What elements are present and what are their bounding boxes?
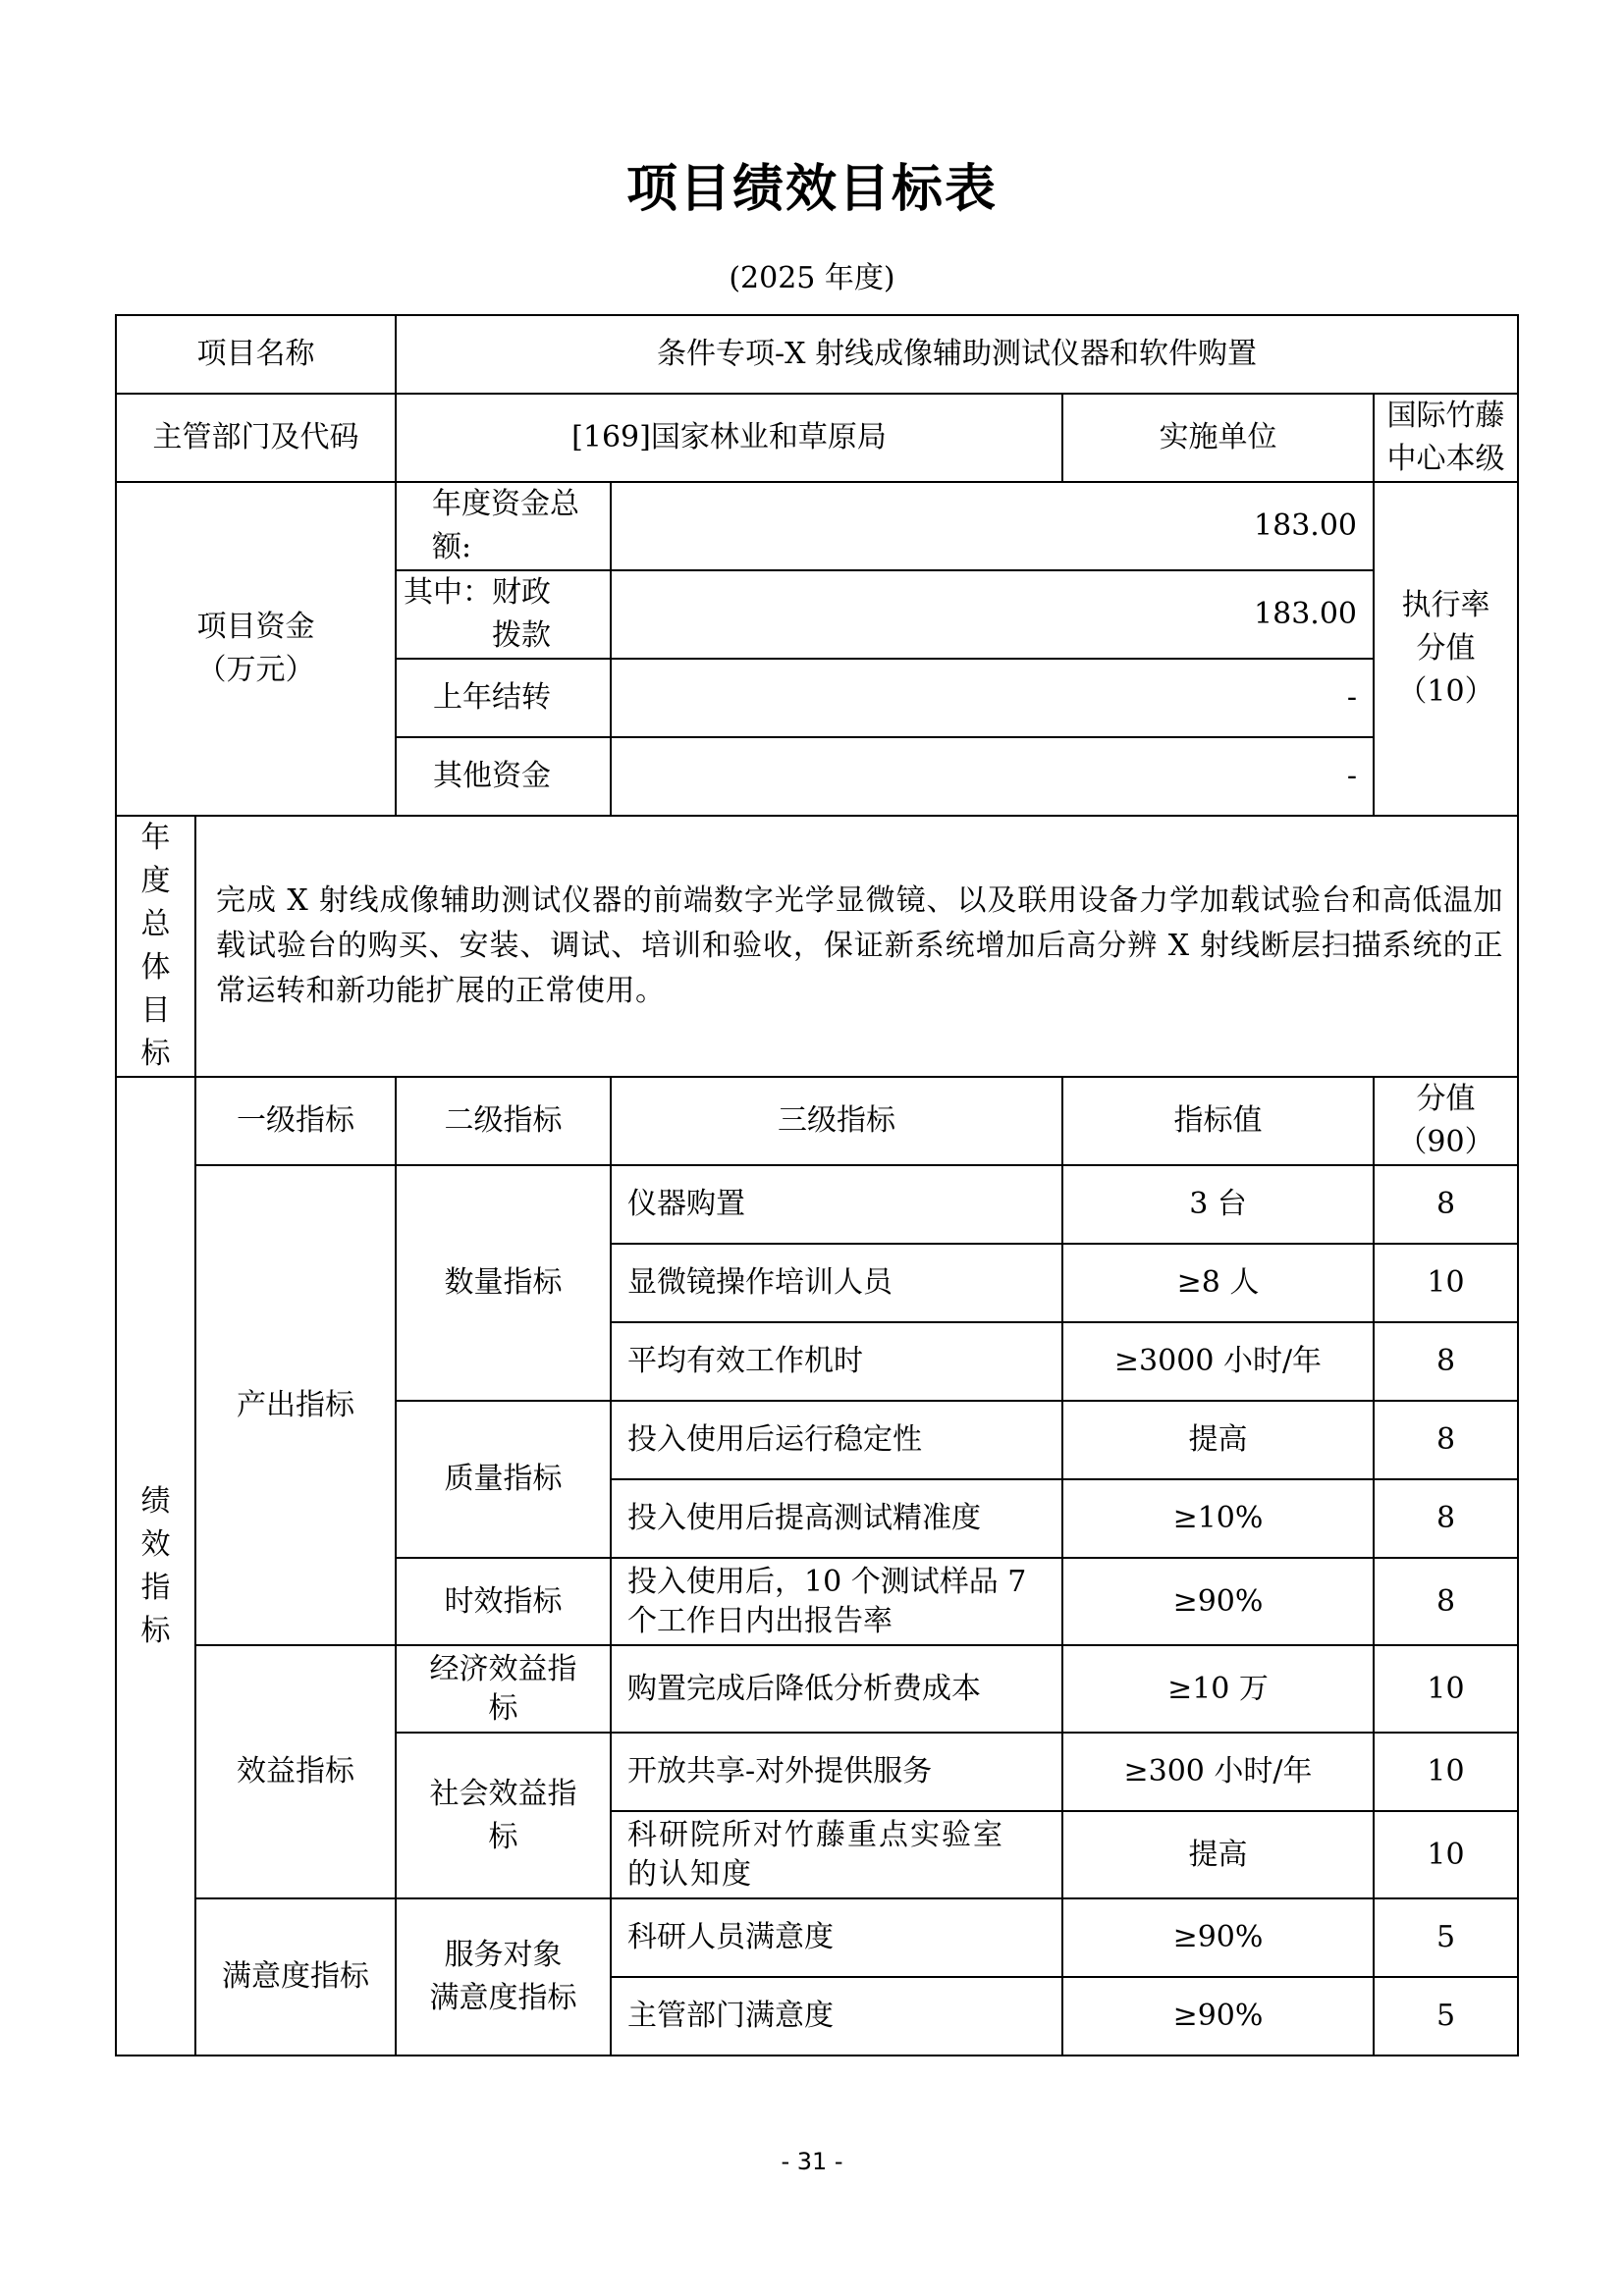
table-row — [116, 1165, 1518, 1244]
service-label-line1: 服务对象 — [444, 1938, 563, 1972]
funds-label-line1: 项目资金 — [196, 610, 315, 644]
rate-line2: 分值 — [1416, 631, 1476, 666]
indicator-score: 10 — [1374, 1244, 1518, 1322]
indicator-value: ≥10 万 — [1062, 1645, 1374, 1733]
indicator-score: 8 — [1374, 1558, 1518, 1645]
indicator-score: 8 — [1374, 1479, 1518, 1558]
page-title: 项目绩效目标表 — [625, 160, 998, 219]
header-level3: 三级指标 — [611, 1077, 1062, 1165]
funds-carryover-value: - — [611, 659, 1374, 737]
fiscal-year: (2025 年度) — [729, 261, 895, 295]
indicator-value: 3 台 — [1062, 1165, 1374, 1244]
indicator-score: 5 — [1374, 1977, 1518, 2056]
goal-char: 总 — [140, 907, 171, 941]
indicator-value: ≥8 人 — [1062, 1244, 1374, 1322]
funds-total-value: 183.00 — [611, 482, 1374, 570]
table-row — [116, 1898, 1518, 1977]
indicator-header-row — [116, 1077, 1518, 1165]
indicator-value: ≥3000 小时/年 — [1062, 1322, 1374, 1401]
performance-indicators-label — [116, 1077, 195, 2056]
indicator-name: 科研人员满意度 — [611, 1898, 1062, 1977]
annual-goal-label — [116, 816, 195, 1077]
indicator-name: 购置完成后降低分析费成本 — [611, 1645, 1062, 1733]
indicator-name: 开放共享-对外提供服务 — [611, 1733, 1062, 1811]
indicator-name: 投入使用后运行稳定性 — [611, 1401, 1062, 1479]
quality-indicator-label: 质量指标 — [396, 1401, 611, 1558]
indicator-name-line2: 个工作日内出报告率 — [627, 1603, 893, 1638]
funds-fiscal-label: 其中：财政拨款 — [396, 570, 611, 659]
section-char: 标 — [140, 1613, 171, 1648]
quantity-indicator-label: 数量指标 — [396, 1165, 611, 1401]
service-satisfaction-label — [396, 1898, 611, 2056]
table-row — [116, 1645, 1518, 1733]
timeliness-indicator-label: 时效指标 — [396, 1558, 611, 1645]
annual-goal-text: 完成 X 射线成像辅助测试仪器的前端数字光学显微镜、以及联用设备力学加载试验台和高低温加载试验台的购买、安装、调试、培训和验收，保证新系统增加后高分辨 X 射线断层扫描系统的正常运转和新功能扩展的正常使用。 — [195, 816, 1518, 1077]
funds-other-label: 其他资金 — [396, 737, 611, 816]
indicator-value: 提高 — [1062, 1401, 1374, 1479]
department-value: [169]国家林业和草原局 — [396, 394, 1062, 482]
indicator-value: ≥90% — [1062, 1898, 1374, 1977]
rate-line3: （10） — [1397, 674, 1494, 709]
indicator-score: 8 — [1374, 1401, 1518, 1479]
goal-char: 体 — [140, 950, 171, 985]
goal-char: 标 — [140, 1037, 171, 1071]
implementing-unit-value: 国际竹藤中心本级 — [1374, 394, 1518, 482]
page-number: - 31 - — [781, 2148, 843, 2175]
funds-carryover-label: 上年结转 — [396, 659, 611, 737]
section-char: 绩 — [140, 1483, 171, 1519]
indicator-score: 8 — [1374, 1165, 1518, 1244]
indicator-value: 提高 — [1062, 1811, 1374, 1898]
funds-other-value: - — [611, 737, 1374, 816]
economic-label-line2: 标 — [488, 1690, 518, 1726]
benefit-indicator-label: 效益指标 — [195, 1645, 396, 1898]
project-name-row — [116, 315, 1518, 394]
satisfaction-indicator-label: 满意度指标 — [195, 1898, 396, 2056]
output-indicator-label: 产出指标 — [195, 1165, 396, 1645]
indicator-name-line1: 科研院所对竹藤重点实验室 — [627, 1817, 1004, 1852]
annual-goal-row — [116, 816, 1518, 1077]
funds-total-label: 年度资金总额: — [396, 482, 611, 570]
goal-char: 年 — [140, 821, 171, 855]
department-label: 主管部门及代码 — [116, 394, 396, 482]
social-label-line1: 社会效益指 — [429, 1776, 577, 1811]
project-name-value: 条件专项-X 射线成像辅助测试仪器和软件购置 — [396, 315, 1518, 394]
indicator-score: 10 — [1374, 1811, 1518, 1898]
indicator-name-line2: 的认知度 — [627, 1856, 753, 1892]
economic-label-line1: 经济效益指 — [429, 1651, 577, 1686]
economic-indicator-label — [396, 1645, 611, 1733]
indicator-name — [611, 1558, 1062, 1645]
indicator-value: ≥10% — [1062, 1479, 1374, 1558]
service-label-line2: 满意度指标 — [429, 1981, 577, 2015]
execution-rate-score — [1374, 482, 1518, 816]
indicator-name: 主管部门满意度 — [611, 1977, 1062, 2056]
social-label-line2: 标 — [488, 1819, 518, 1854]
goal-char: 目 — [140, 993, 171, 1028]
header-level1: 一级指标 — [195, 1077, 396, 1165]
header-score-line2: （90） — [1397, 1125, 1494, 1159]
indicator-name: 投入使用后提高测试精准度 — [611, 1479, 1062, 1558]
section-char: 指 — [140, 1570, 171, 1605]
indicator-value: ≥90% — [1062, 1558, 1374, 1645]
indicator-score: 5 — [1374, 1898, 1518, 1977]
performance-table — [115, 314, 1519, 2056]
implementing-unit-label: 实施单位 — [1062, 394, 1374, 482]
indicator-value: ≥300 小时/年 — [1062, 1733, 1374, 1811]
indicator-name: 显微镜操作培训人员 — [611, 1244, 1062, 1322]
funds-fiscal-value: 183.00 — [611, 570, 1374, 659]
social-indicator-label — [396, 1733, 611, 1898]
header-value: 指标值 — [1062, 1077, 1374, 1165]
department-row — [116, 394, 1518, 482]
indicator-name: 仪器购置 — [611, 1165, 1062, 1244]
indicator-name-line1: 投入使用后，10 个测试样品 7 — [627, 1564, 1027, 1599]
header-score-line1: 分值 — [1416, 1082, 1476, 1116]
section-char: 效 — [140, 1526, 171, 1562]
funds-total-row — [116, 482, 1518, 570]
funds-label-line2: （万元） — [196, 653, 315, 687]
header-score — [1374, 1077, 1518, 1165]
rate-line1: 执行率 — [1401, 588, 1490, 622]
header-level2: 二级指标 — [396, 1077, 611, 1165]
indicator-score: 8 — [1374, 1322, 1518, 1401]
indicator-score: 10 — [1374, 1645, 1518, 1733]
funds-label — [116, 482, 396, 816]
indicator-value: ≥90% — [1062, 1977, 1374, 2056]
indicator-name — [611, 1811, 1062, 1898]
project-name-label: 项目名称 — [116, 315, 396, 394]
indicator-name: 平均有效工作机时 — [611, 1322, 1062, 1401]
indicator-score: 10 — [1374, 1733, 1518, 1811]
goal-char: 度 — [140, 864, 171, 898]
